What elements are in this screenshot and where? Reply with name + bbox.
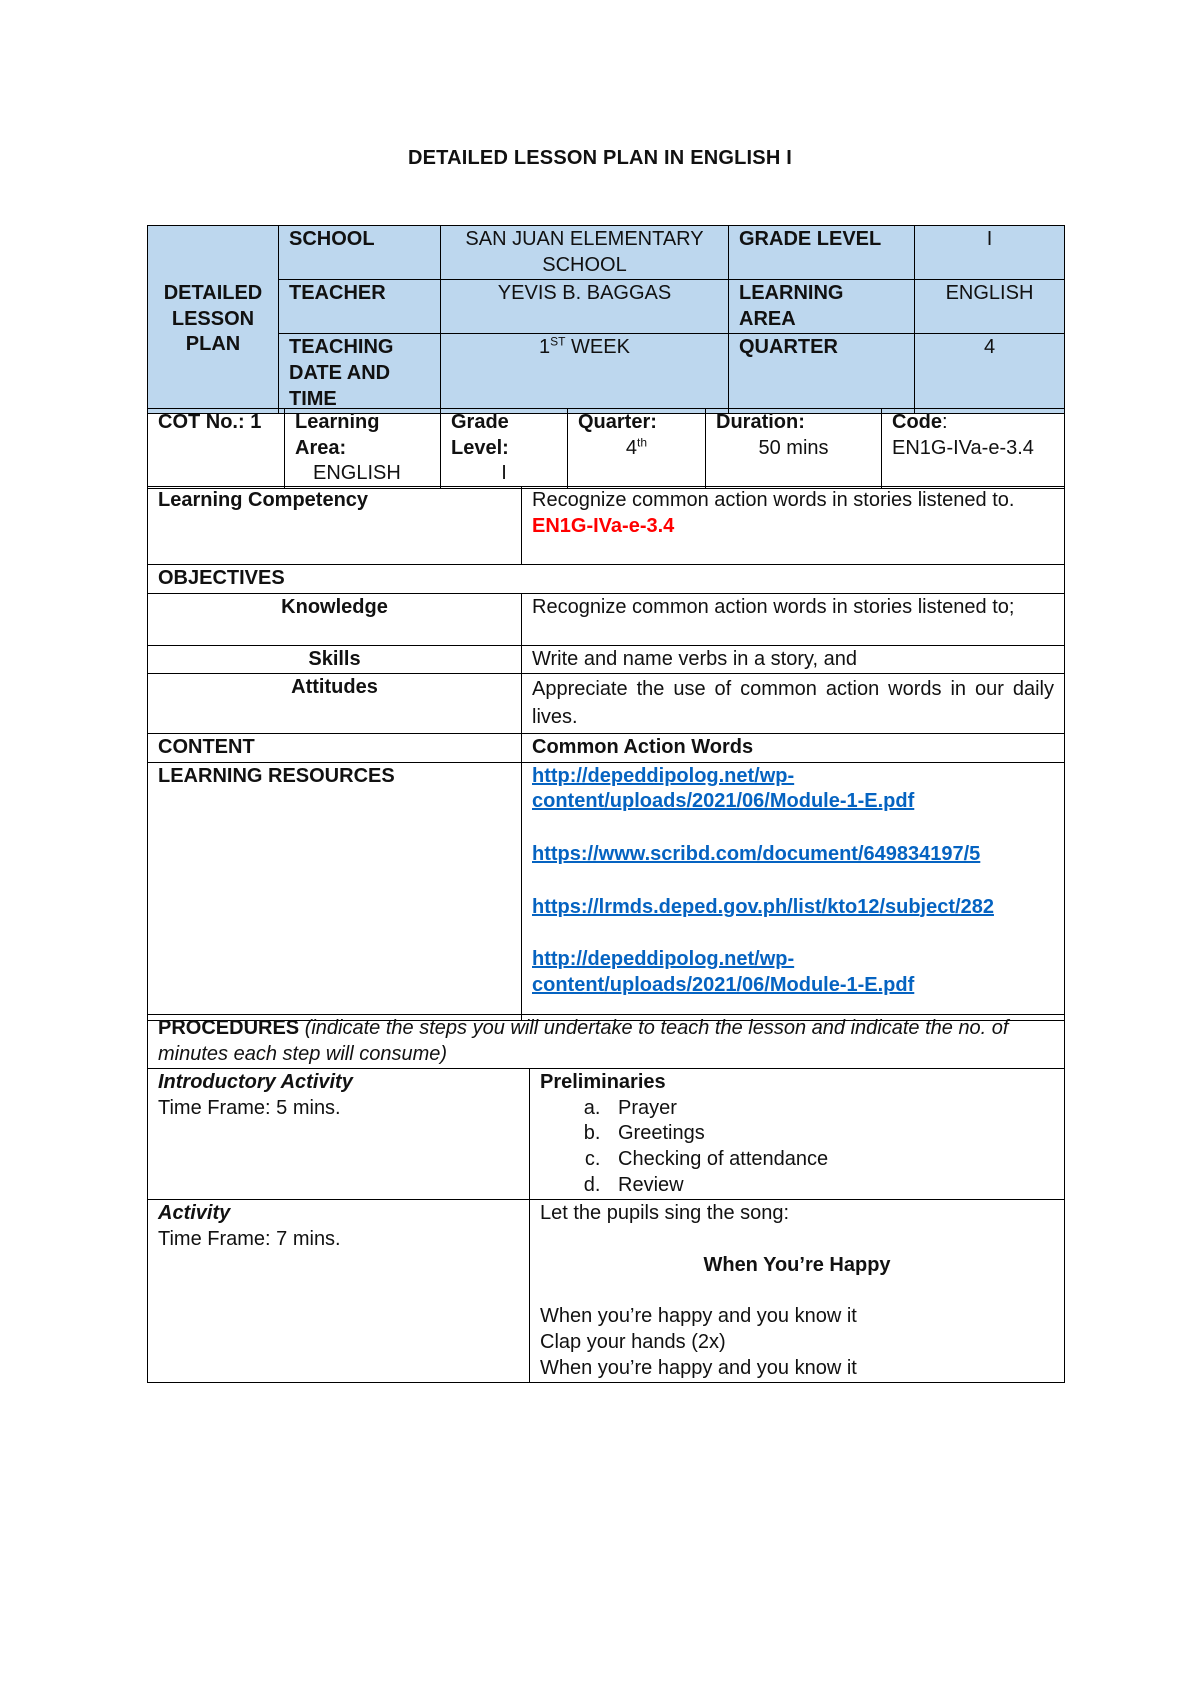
introductory-activity-cell	[148, 1069, 530, 1200]
teacher-value: YEVIS B. BAGGAS	[441, 280, 729, 334]
knowledge-label: Knowledge	[148, 593, 522, 645]
attitudes-text: Appreciate the use of common action words in our daily lives.	[522, 674, 1065, 734]
resource-link-3[interactable]: https://lrmds.deped.gov.ph/list/kto12/subject/282	[532, 895, 994, 918]
content-value: Common Action Words	[522, 734, 1065, 763]
cot-quarter-number: 4	[625, 436, 638, 459]
learning-area-label: LEARNING AREA	[729, 280, 915, 334]
header-table	[147, 225, 1065, 414]
introductory-time-frame: Time Frame: 5 mins.	[158, 1096, 341, 1119]
song-lyric-line: Clap your hands (2x)	[540, 1330, 726, 1353]
attitudes-label: Attitudes	[148, 674, 522, 734]
activity-cell	[148, 1200, 530, 1383]
school-value: SAN JUAN ELEMENTARY SCHOOL	[441, 226, 729, 280]
cot-duration-label: Duration:	[716, 411, 805, 433]
song-title: When You’re Happy	[703, 1253, 891, 1276]
week-suffix: ST	[550, 334, 566, 349]
grade-level-value: I	[915, 226, 1065, 280]
teaching-date-label: TEACHING DATE AND TIME	[279, 334, 441, 414]
skills-label: Skills	[148, 645, 522, 674]
procedures-note: (indicate the steps you will undertake to teach the lesson and indicate the no. of minutes each step will consume)	[158, 1017, 1009, 1065]
document-title: DETAILED LESSON PLAN IN ENGLISH I	[407, 147, 793, 169]
learning-area-value: ENGLISH	[915, 280, 1065, 334]
procedures-heading	[148, 1015, 1065, 1069]
objectives-heading: OBJECTIVES	[148, 565, 1065, 594]
learning-competency-cell	[522, 487, 1065, 565]
skills-text: Write and name verbs in a story, and	[522, 645, 1065, 674]
list-item: a. Prayer	[606, 1096, 1054, 1122]
preliminaries-heading: Preliminaries	[540, 1071, 666, 1094]
cot-table	[147, 408, 1065, 489]
cot-learning-area-label: Learning Area:	[295, 411, 380, 459]
learning-resources-links	[522, 762, 1065, 1020]
cot-code	[882, 409, 1065, 489]
cot-code-label: Code	[892, 411, 942, 433]
introductory-activity-label: Introductory Activity	[158, 1071, 353, 1094]
list-item: c. Checking of attendance	[606, 1147, 1054, 1173]
cot-learning-area	[285, 409, 441, 489]
week-number: 1	[539, 336, 551, 359]
teaching-week-value	[441, 334, 729, 414]
cot-grade-level	[441, 409, 568, 489]
cot-duration	[706, 409, 882, 489]
objectives-table	[147, 486, 1065, 1021]
school-label: SCHOOL	[279, 226, 441, 280]
cot-grade-level-value: I	[501, 462, 507, 485]
quarter-label: QUARTER	[729, 334, 915, 414]
lesson-plan-side-label: DETAILED LESSON PLAN	[148, 226, 279, 414]
learning-resources-label: LEARNING RESOURCES	[148, 762, 522, 1020]
song-lyric-line: When you’re happy and you know it	[540, 1305, 857, 1328]
cot-quarter-suffix: th	[637, 434, 648, 449]
procedures-label: PROCEDURES	[158, 1017, 300, 1039]
cot-grade-level-label: Grade Level:	[451, 411, 509, 459]
cot-code-colon: :	[942, 411, 948, 433]
learning-competency-text: Recognize common action words in stories listened to.	[532, 489, 1015, 511]
knowledge-text: Recognize common action words in stories listened to;	[522, 593, 1065, 645]
week-text: WEEK	[565, 336, 630, 359]
preliminaries-cell	[530, 1069, 1065, 1200]
teacher-label: TEACHER	[279, 280, 441, 334]
quarter-value: 4	[915, 334, 1065, 414]
activity-label: Activity	[158, 1202, 231, 1225]
cot-duration-value: 50 mins	[758, 436, 829, 459]
song-lyric-line: When you’re happy and you know it	[540, 1356, 857, 1379]
grade-level-label: GRADE LEVEL	[729, 226, 915, 280]
learning-competency-code: EN1G-IVa-e-3.4	[532, 514, 675, 537]
cot-learning-area-value: ENGLISH	[313, 462, 401, 485]
list-item: b. Greetings	[606, 1121, 1054, 1147]
resource-link-4[interactable]: http://depeddipolog.net/wp-content/uploads/2021/06/Module-1-E.pdf	[532, 948, 915, 996]
song-instruction: Let the pupils sing the song:	[540, 1202, 790, 1225]
procedures-table	[147, 1014, 1065, 1383]
song-cell	[530, 1200, 1065, 1383]
cot-quarter-label: Quarter:	[578, 411, 657, 433]
learning-competency-label: Learning Competency	[148, 487, 522, 565]
content-label: CONTENT	[148, 734, 522, 763]
activity-time-frame: Time Frame: 7 mins.	[158, 1227, 341, 1250]
cot-number: COT No.: 1	[148, 409, 285, 489]
cot-quarter	[568, 409, 706, 489]
resource-link-2[interactable]: https://www.scribd.com/document/649834197/5	[532, 842, 981, 865]
cot-code-value: EN1G-IVa-e-3.4	[892, 436, 1034, 459]
list-item: d. Review	[606, 1173, 1054, 1199]
resource-link-1[interactable]: http://depeddipolog.net/wp-content/uploads/2021/06/Module-1-E.pdf	[532, 764, 915, 813]
preliminaries-list	[540, 1096, 1054, 1198]
